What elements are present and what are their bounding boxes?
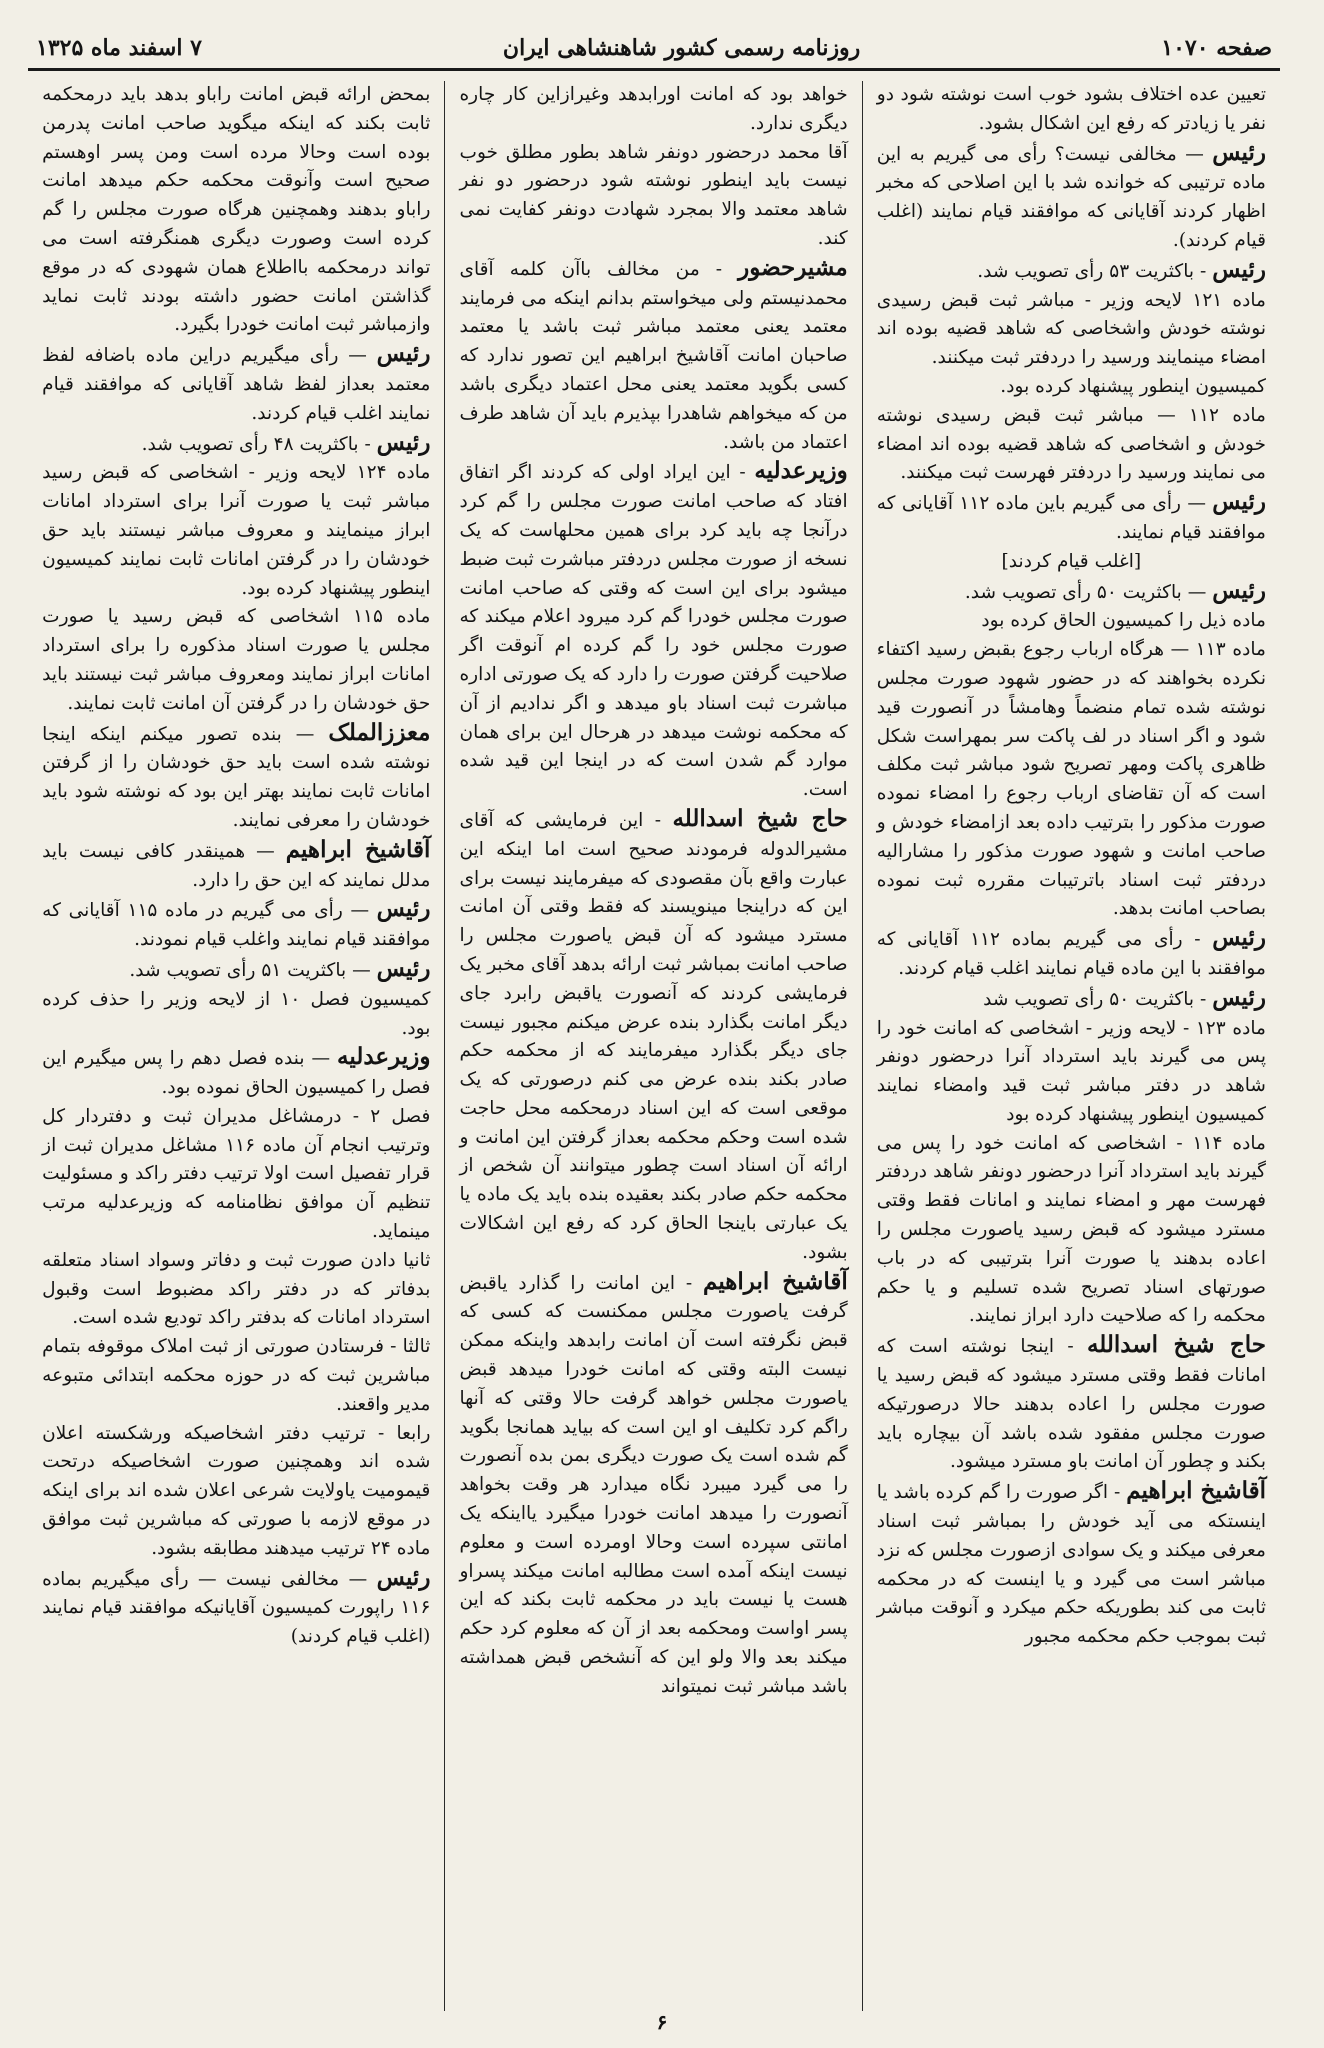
speaker-name: آقاشیخ ابراهیم <box>285 835 431 863</box>
paragraph <box>42 719 430 836</box>
speaker-name: رئیس <box>376 340 431 368</box>
paragraph <box>877 256 1266 287</box>
paragraph <box>42 1333 430 1419</box>
speaker-name: رئیس <box>1212 983 1266 1011</box>
header-title: روزنامه رسمی کشور شاهنشاهی ایران <box>502 35 861 61</box>
paragraph <box>42 955 430 986</box>
paragraph <box>877 984 1266 1015</box>
paragraph-text: - اگر صورت را گم کرده باشد یا اینستکه می آید خودش را بمباشر ثبت اسناد معرفی میکند و یک سوادی ازصورت مجلس که نزد مباشر است می گیرد و یا اینست که در محکمه ثابت می کند بطوریکه حکم میکرد و آنوقت مباشر ثبت بموجب حکم محکمه مجبور <box>876 1482 1266 1648</box>
speaker-name: رئیس <box>376 954 431 982</box>
paragraph-text: - باکثریت ۵۰ رأی تصویب شد <box>983 988 1213 1010</box>
paragraph <box>42 1564 430 1652</box>
speaker-name: رئیس <box>1212 138 1266 166</box>
paragraph <box>877 1331 1266 1477</box>
paragraph-text: — رأی می گیریم در ماده ۱۱۵ آقایانی که موافقند قیام نمایند واغلب قیام نمودند. <box>42 900 431 951</box>
column-left <box>28 81 445 2011</box>
speaker-name: معززالملک <box>328 718 431 746</box>
paragraph <box>42 895 430 955</box>
paragraph-text: ماده ۱۲۴ لایحه وزیر - اشخاصی که قبض رسید مباشر ثبت یا صورت آنرا برای استرداد امانات ابراز مینمایند و معروف مباشر نیستند باید حق خودشان را در گرفتن امانات ثابت نمایند کمیسیون اینطور پیشنهاد کرده بود. <box>42 462 431 599</box>
paragraph-text: ماده ذیل را کمیسیون الحاق کرده بود <box>981 610 1266 632</box>
paragraph <box>877 607 1266 636</box>
paragraph-text: - این امانت را گذارد یاقبض گرفت یاصورت مجلس ممکنست که کسی که قبض نگرفته است آن امانت رابدهد واینکه ممکن نیست البته وقتی که امانت خودرا میدهد قبض یاصورت مجلس خواهد گرفت حالا وقتی که آنها راگم کرد تکلیف او این است که بیاید همانجا بگوید گم شده است یک صورت دیگری بمن بده آنصورت را می گیرد میبرد نگاه میدارد هر وقت بخواهد آنصورت را میدهد امانت خودرا میگیرد یااینکه یک امانتی سپرده است وحالا اومرده است و معلوم نیست اینکه آمده است مطالبه امانت میکند پسراو هست یا نیست باید در محکمه ثابت بکند که این پسر اواست ومحکمه بعد از آن که معلوم کرد حکم میکند بعد والا ولو این که آنشخص قبض همداشته باشد مباشر ثبت نمیتواند <box>459 1272 848 1697</box>
paragraph <box>42 1103 430 1247</box>
paragraph <box>877 577 1266 608</box>
speaker-name: رئیس <box>376 1563 431 1591</box>
columns <box>28 81 1280 2011</box>
speaker-name: رئیس <box>1212 924 1266 952</box>
paragraph <box>42 459 430 603</box>
paragraph <box>42 1420 430 1564</box>
speaker-name: وزیرعدلیه <box>754 457 848 485</box>
paragraph-text: — بنده تصور میکنم اینکه اینجا نوشته شده است باید حق خودشان را از گرفتن امانات ثابت نمایند بهتر این بود که نوشته شود باید خودشان را معرفی نمایند. <box>42 723 431 831</box>
paragraph <box>459 81 847 139</box>
paragraph <box>877 924 1266 984</box>
speaker-name: مشیرحضور <box>738 253 848 281</box>
paragraph <box>877 488 1266 548</box>
speaker-name: رئیس <box>376 895 431 923</box>
paragraph <box>42 81 430 340</box>
paragraph-text: ماده ۱۱۲ — مباشر ثبت قبض رسیدی نوشته خودش و اشخاصی که شاهد قضیه بوده اند امضاء می نمایند ورسید را دردفتر فهرست ثبت میکنند. <box>876 404 1266 484</box>
paragraph-text: - رأی می گیریم بماده ۱۱۲ آقایانی که موافقند با این ماده قیام نمایند اغلب قیام کردند. <box>876 929 1266 979</box>
paragraph-text: ماده ۱۱۳ — هرگاه ارباب رجوع بقبض رسید اکتفاء نکرده بخواهند که در حضور شهود صورت مجلس نوشته شده تمام منضماً وهامشاً در آنصورت قید شود و اگر اسناد در لف پاکت سر بمهراست شکل ظاهری پاکت ومهر تصریح شود مباشر ثبت مکلف است که آن تقاضای ارباب رجوع را امضاء نموده صورت مذکور را بترتیب داده بعد ازامضاء خودش و صاحب امانت و شهود صورت مذکور را مشارالیه دردفتر ثبت اسناد باترتیبات مقرره ثبت نموده بصاحب امانت بدهد. <box>876 639 1267 920</box>
header-page-label: صفحه ۱۰۷۰ <box>1161 35 1272 61</box>
paragraph <box>42 603 430 718</box>
paragraph-text: ماده ۱۲۱ لایحه وزیر - مباشر ثبت قبض رسیدی نوشته خودش واشخاصی که شاهد قضیه بوده اند امضاء مینمایند ورسید را دردفتر ثبت میکنند. <box>876 289 1266 369</box>
paragraph <box>877 373 1266 402</box>
paragraph-text: ماده ۱۱۵ اشخاصی که قبض رسید یا صورت مجلس یا صورت اسناد مذکوره را برای استرداد امانات ابراز نمایند ومعروف مباشر ثبت نیستند باید حق خودشان را در گرفتن آن امانت ثابت نمایند. <box>42 606 431 714</box>
paragraph-text: — باکثریت ۵۱ رأی تصویب شد. <box>129 959 377 981</box>
header-date: ۷ اسفند ماه ۱۳۲۵ <box>36 35 202 61</box>
paragraph <box>877 81 1266 139</box>
page-number: ۶ <box>656 2010 668 2034</box>
paragraph-text: — باکثریت ۵۰ رأی تصویب شد. <box>964 581 1213 603</box>
paragraph <box>459 457 847 805</box>
paragraph-text: - من مخالف باآن کلمه آقای محمدنیستم ولی میخواستم بدانم اینکه می فرمایند معتمد یعنی معتمد مباشر ثبت باشد یا معتمد صاحبان امانت آقاشیخ ابراهیم این تصور ندارد که کسی بگوید معتمد یعنی محل اعتماد دیگری باشد من که میخواهم شاهدرا بپذیرم باید آن شاهد طرف اعتماد من باشد. <box>459 258 848 453</box>
paragraph-text: کمیسیون فصل ۱۰ از لایحه وزیر را حذف کرده بود. <box>42 988 431 1039</box>
speaker-name: وزیرعدلیه <box>337 1043 431 1071</box>
speaker-name: حاج شیخ اسدالله <box>672 804 848 832</box>
paragraph <box>877 139 1266 256</box>
paragraph <box>877 1130 1266 1332</box>
paragraph <box>42 836 430 896</box>
paragraph <box>459 805 847 1268</box>
paragraph-text: — رأی می گیریم باین ماده ۱۱۲ آقایانی که موافقند قیام نمایند. <box>876 493 1266 543</box>
paragraph <box>459 139 847 254</box>
paragraph-text: - این فرمایشی که آقای مشیرالدوله فرمودند صحیح است اما اینکه این عبارت واقع بآن مقصودی که میفرمایند نیست برای این که دراینجا مینویسند که فقط وقتی آن امانت مسترد میشود که آن قبض یاصورت مجلس را صاحب امانت بمباشر ثبت ارائه بدهد آقای مخبر یک فرمایشی کردند که آنصورت یاقبض رابرد جای دیگر امانت بگذارد بنده عرض میکنم مجبور نیست جای دیگر بگذارد میفرمایند که از محکمه حکم صادر بکند بنده عرض می کنم درصورتی که یک موقعی است که این اسناد درمحکمه محل حاجت شده است وحکم محکمه بعداز گرفتن این امانت و ارائه آن اسناد است چطور میتوانند آن شخص از محکمه حکم صادر بکند بعقیده بنده باید یک ماده یا یک عبارتی باینجا الحاق کرد که رفع این اشکالات بشود. <box>459 809 848 1263</box>
speaker-name: رئیس <box>1212 488 1266 516</box>
paragraph <box>42 986 430 1044</box>
paragraph <box>877 636 1266 924</box>
paragraph-text: - باکثریت ۴۸ رأی تصویب شد. <box>141 433 377 455</box>
paragraph-text: بمحض ارائه قبض امانت راباو بدهد باید درمحکمه ثابت بکند که اینکه میگوید صاحب امانت پدرمن بوده است وحالا مرده است ومن پسر اوهستم صحیح است وآنوقت محکمه حکم میدهد امانت راباو بدهند وهمچنین هرگاه صورت مجلس را گم کرده است وصورت دیگری همنگرفته است می تواند درمحکمه بااطلاع همان شهودی که در موقع گذاشتن امانت حضور داشته بودند ثابت نماید وازمباشر ثبت امانت خودرا بگیرد. <box>42 84 431 336</box>
paragraph <box>877 1015 1266 1130</box>
paragraph-text: کمیسیون اینطور پیشنهاد کرده بود. <box>1000 375 1266 397</box>
paragraph-text: — بنده فصل دهم را پس میگیرم این فصل را کمیسیون الحاق نموده بود. <box>42 1048 431 1099</box>
paragraph <box>42 1043 430 1103</box>
speaker-name: رئیس <box>1212 576 1266 604</box>
paragraph-text: ماده ۱۱۴ - اشخاصی که امانت خود را پس می گیرند باید استرداد آنرا درحضور دونفر شاهد دردفتر فهرست مهر و امضاء نمایند و امانات فقط وقتی مسترد میشود که قبض رسید یاصورت مجلس را اعاده بدهند یا صورت آنرا بترتیبی که در باب صورتهای اسناد تصریح شده تسلیم و یا حکم محکمه را که صلاحیت دارد ابراز نمایند. <box>876 1132 1266 1327</box>
paragraph <box>877 548 1266 577</box>
speaker-name: رئیس <box>1212 255 1266 283</box>
paragraph-text: - اینجا نوشته است که امانات فقط وقتی مسترد میشود که قبض رسید یا صورت مجلس را اعاده بدهند حالا درصورتیکه صورت مجلس مفقود شده باشد آن بیچاره باید بکند و چطور آن امانت باو مسترد میشود. <box>876 1336 1266 1473</box>
paragraph <box>42 1247 430 1333</box>
speaker-name: آقاشیخ ابراهیم <box>703 1267 848 1295</box>
paragraph-text: خواهد بود که امانت اورابدهد وغیرازاین کار چاره دیگری ندارد. <box>459 84 848 134</box>
paragraph-text: آقا محمد درحضور دونفر شاهد بطور مطلق خوب نیست باید اینطور نوشته شود درحضور دو نفر شاهد معتمد والا بمجرد شهادت دونفر کفایت نمی کند. <box>459 141 848 249</box>
paragraph <box>877 287 1266 373</box>
speaker-name: رئیس <box>376 428 431 456</box>
paragraph <box>877 1477 1266 1652</box>
paragraph-text: [اغلب قیام کردند] <box>1001 550 1142 572</box>
paragraph-text: فصل ۲ - درمشاغل مدیران ثبت و دفتردار کل وترتیب انجام آن ماده ۱۱۶ مشاغل مدیران ثبت از قرار تفصیل است اولا ترتیب دفتر راکد و مسئولیت تنظیم آن موافق نظامنامه که وزیرعدلیه مرتب مینماید. <box>42 1105 431 1243</box>
page-header <box>28 28 1280 71</box>
paragraph-text: — همینقدر کافی نیست باید مدلل نمایند که این حق را دارد. <box>42 840 431 891</box>
paragraph-text: - باکثریت ۵۳ رأی تصویب شد. <box>977 260 1213 282</box>
paragraph <box>42 340 430 428</box>
paragraph-text: رابعا - ترتیب دفتر اشخاصیکه ورشکسته اعلان شده اند وهمچنین صورت اشخاصیکه درتحت قیمومیت یاولایت شرعی اعلان شده اند برای اینکه در موقع لازمه با صورتی که مباشرین ثبت موافق ماده ۲۴ ترتیب میدهند مطابقه بشود. <box>42 1422 431 1559</box>
paragraph-text: ماده ۱۲۳ - لایحه وزیر - اشخاصی که امانت خود را پس می گیرند باید استرداد آنرا درحضور دونفر شاهد در دفتر مباشر ثبت قید وامضاء نمایند کمیسیون اینطور پیشنهاد کرده بود <box>876 1017 1266 1125</box>
speaker-name: حاج شیخ اسدالله <box>1086 1331 1266 1359</box>
paragraph <box>459 1268 847 1702</box>
speaker-name: آقاشیخ ابراهیم <box>1126 1477 1266 1505</box>
paragraph <box>459 254 847 458</box>
paragraph-text: — رأی میگیریم دراین ماده باضافه لفظ معتمد بعداز لفظ شاهد آقایانی که موافقند قیام نمایند اغلب قیام کردند. <box>42 345 431 424</box>
paragraph-text: — مخالفی نیست؟ رأی می گیریم به این ماده ترتیبی که خوانده شد با این اصلاحی که مخبر اظهار کردند آقایانی که موافقند قیام نمایند (اغلب قیام کردند). <box>876 143 1266 251</box>
paragraph-text: - این ایراد اولی که کردند اگر اتفاق افتاد که صاحب امانت صورت مجلس را گم کرد درآنجا چه باید کرد برای همین محلهاست که یک نسخه از صورت مجلس دردفتر مباشرت ثبت ضبط میشود برای این است که وقتی که صاحب امانت صورت مجلس خودرا گم کرد میرود اعلام میکند که صورت مجلس خود را گم کرده ام آنوقت اگر صلاحیت گرفتن صورت را دارد که یک صورتی اداره مباشرت ثبت اسناد باو میدهد و اگر ندادیم از آن که محکمه نوشت میدهد در هرحال این برای همان موارد گم شدن است که در اینجا این قید شده است. <box>459 462 848 801</box>
paragraph-text: — مخالفی نیست — رأی میگیریم بماده ۱۱۶ راپورت کمیسیون آقایانیکه موافقند قیام نمایند (اغلب قیام کردند) <box>42 1568 431 1648</box>
column-right <box>863 81 1280 2011</box>
paragraph <box>877 402 1266 488</box>
paragraph-text: تعیین عده اختلاف بشود خوب است نوشته شود دو نفر یا زیادتر که رفع این اشکال بشود. <box>876 84 1266 134</box>
paragraph <box>42 429 430 460</box>
column-middle <box>445 81 862 2011</box>
paragraph-text: ثالثا - فرستادن صورتی از ثبت املاک موقوفه بتمام مباشرین ثبت که در حوزه محکمه ابتدائی متبوعه مدیر واقعند. <box>42 1336 431 1415</box>
paragraph-text: ثانیا دادن صورت ثبت و دفاتر وسواد اسناد متعلقه بدفاتر که در دفتر راکد مضبوط است وقبول استرداد امانات که بدفتر راکد تودیع شده است. <box>42 1249 431 1329</box>
